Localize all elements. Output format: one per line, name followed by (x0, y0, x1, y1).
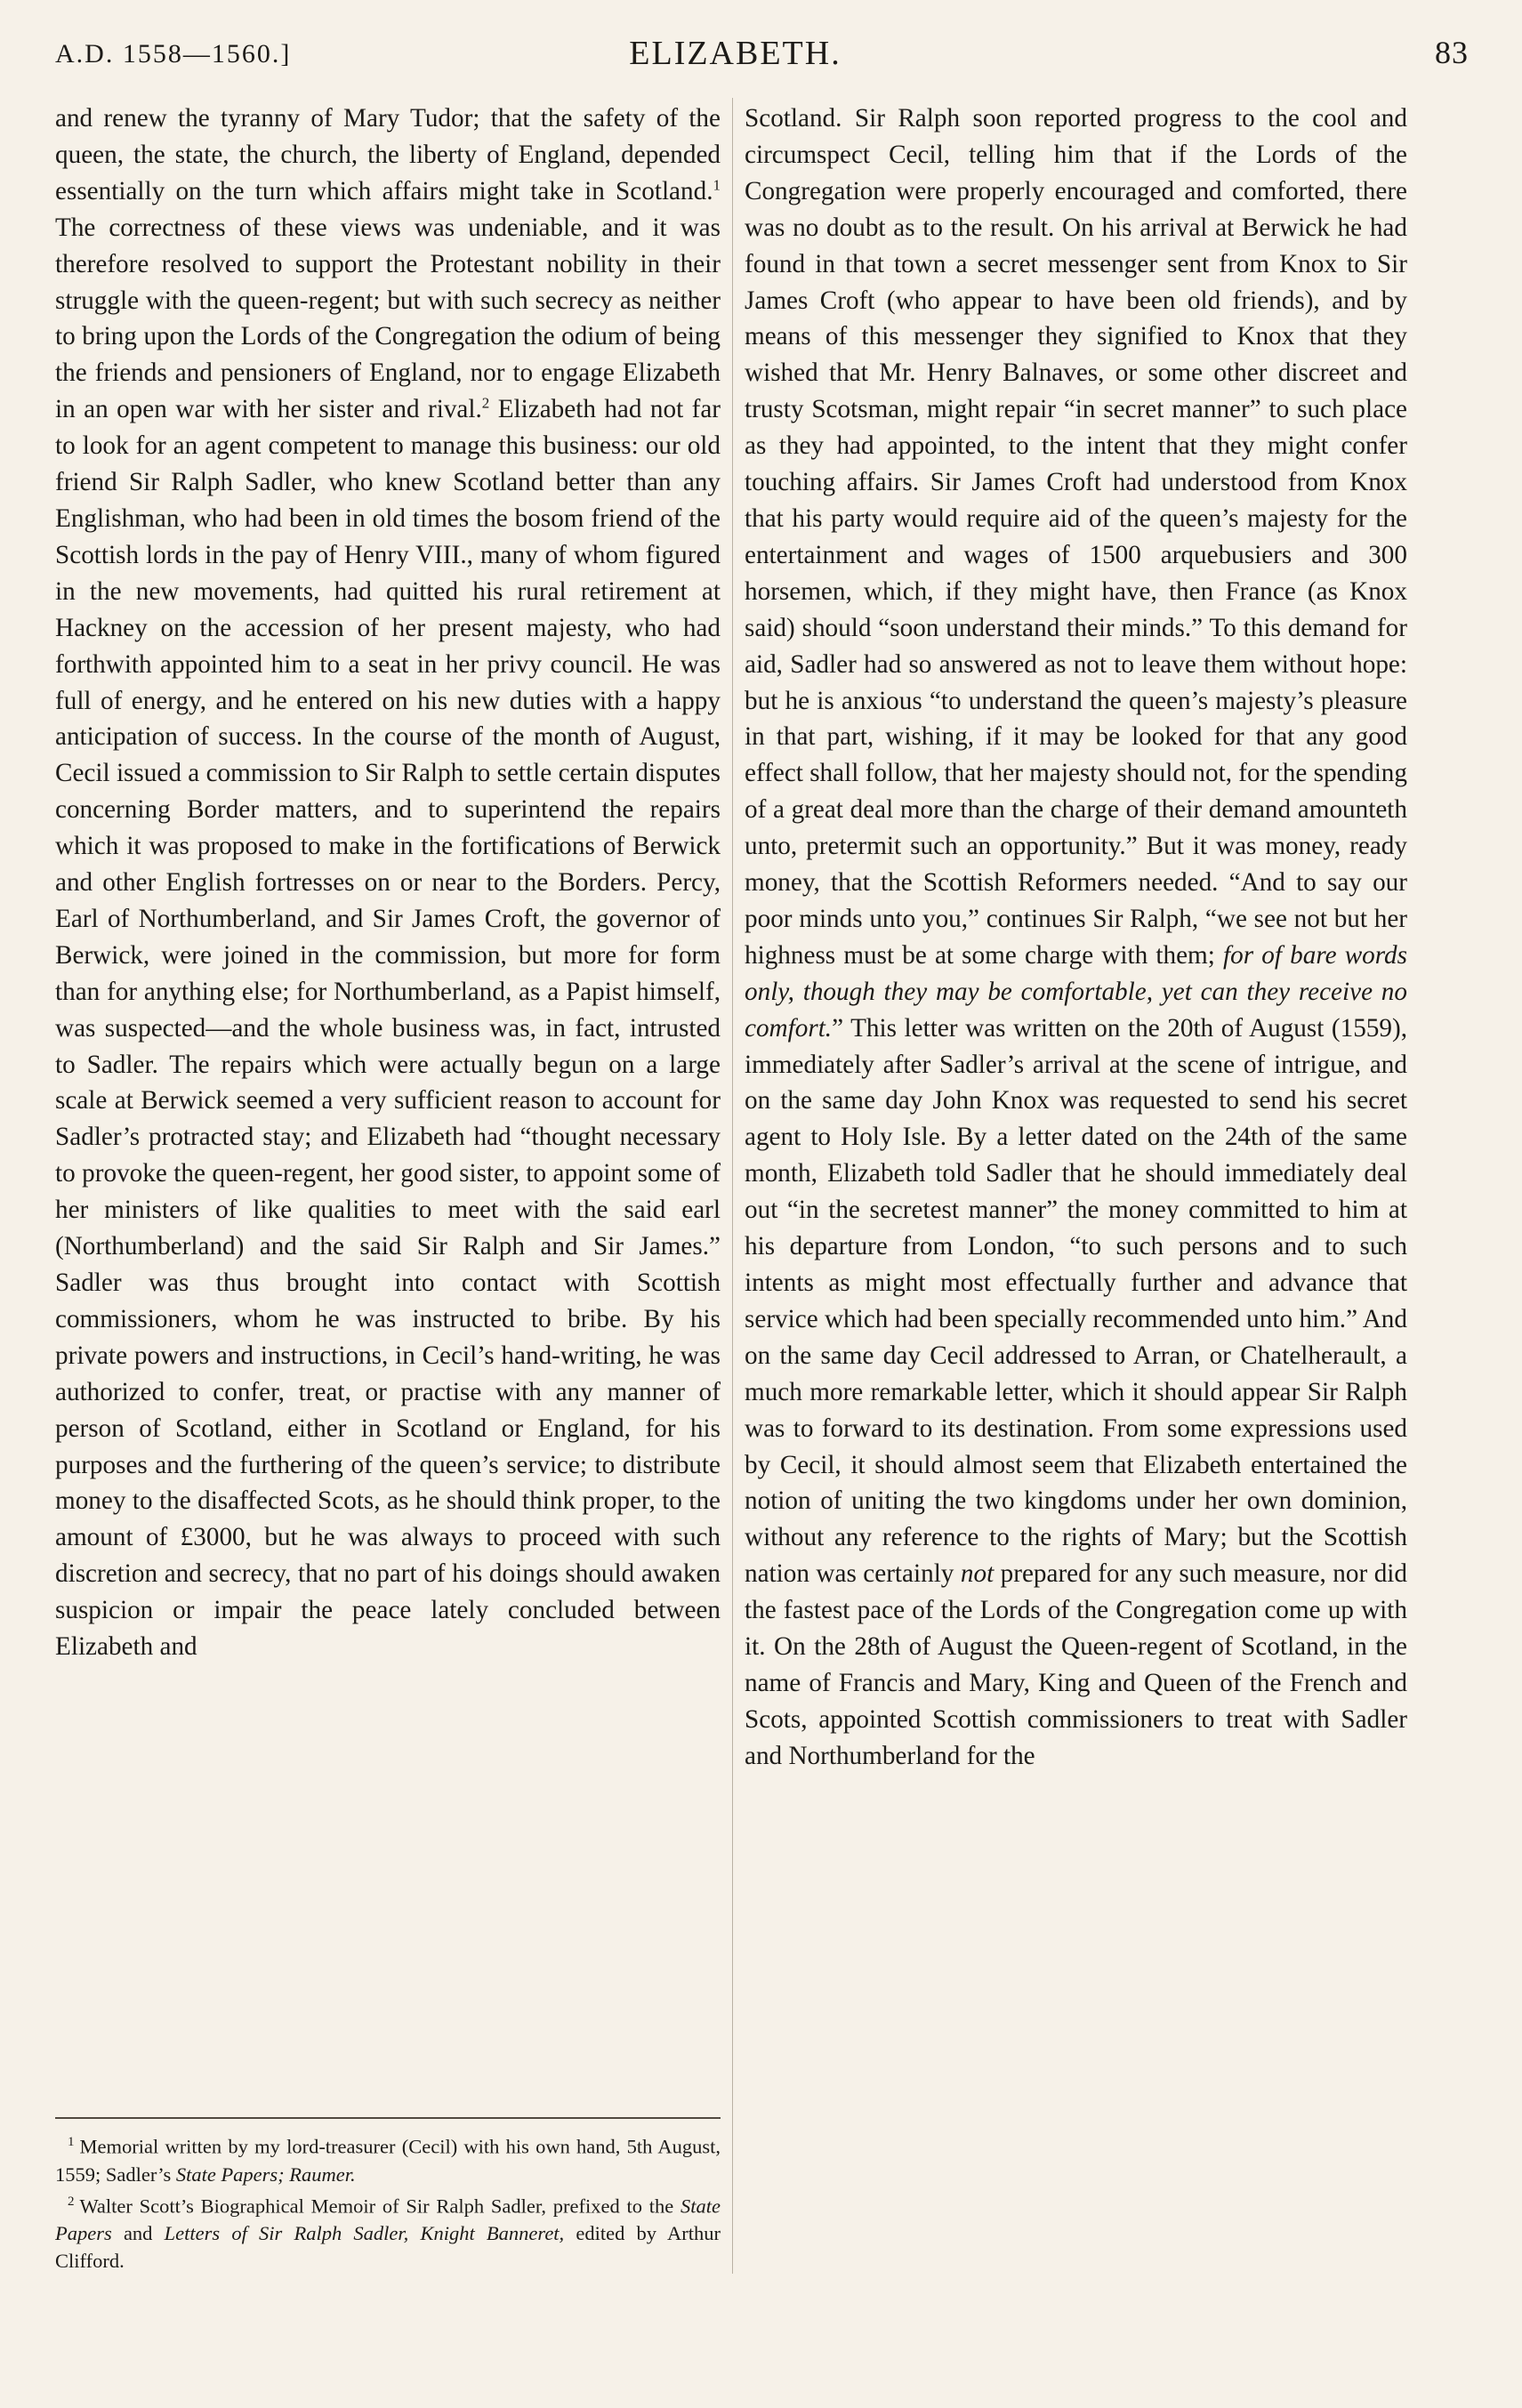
right-italic-quote: for of bare words only, though they may be comfortable, yet can they receive no comfort. (745, 940, 1407, 1043)
footnote-text: and (111, 2222, 165, 2244)
footnote-work-title: State Papers (55, 2195, 721, 2244)
footnote-number: 1 (68, 2135, 75, 2149)
footnote-ref-1[interactable]: 1 (713, 176, 721, 194)
footnotes (55, 2129, 721, 2275)
footnote-rule (55, 2117, 721, 2119)
left-text-part-1: and renew the tyranny of Mary Tudor; that the safety of the queen, the state, the church, the liberty of England, depended essentially on the turn which affairs might take in Scotland. (55, 104, 721, 205)
footnote-2 (55, 2188, 721, 2275)
footnote-text: Memorial written by my lord-treasurer (Cecil) with his own hand, 5th August, 1559; Sadler’s (55, 2135, 721, 2186)
right-text-part-1: Scotland. Sir Ralph soon reported progress to the cool and circumspect Cecil, telling him that if the Lords of the Congregation were properly encouraged and comforted, there was no doubt as to the result. On his arrival at Berwick he had found in that town a secret messenger sent from Knox to Sir James Croft (who appear to have been old friends), and by means of this messenger they signified to Knox that they wished that Mr. Henry Balnaves, or some other discreet and trusty Scotsman, might repair “in secret manner” to such place as they had appointed, to the intent that they might confer touching affairs. Sir James Croft had understood from Knox that his party would require aid of the queen’s majesty for the entertainment and wages of 1500 arquebusiers and 300 horsemen, which, if they might have, then France (as Knox said) should “soon understand their minds.” To this demand for aid, Sadler had so answered as not to leave them without hope: but he is anxious “to understand the queen’s majesty’s pleasure in that part, wishing, if it may be looked for that any good effect shall follow, that her majesty should not, for the spending of a great deal more than the charge of their demand amounteth unto, pretermit such an opportunity.” But it was money, ready money, that the Scottish Reformers needed. “And to say our poor minds unto you,” continues Sir Ralph, “we see not but her highness must be at some charge with them; (745, 104, 1407, 970)
footnote-text: Walter Scott’s Biographical Memoir of Sir Ralph Sadler, prefixed to the (79, 2195, 680, 2217)
footnote-number: 2 (68, 2194, 75, 2209)
footnote-work-title: State Papers; Raumer. (175, 2162, 356, 2186)
column-divider (732, 98, 733, 2274)
right-column (745, 101, 1407, 1775)
right-italic-not: not (960, 1559, 995, 1589)
left-paragraph (55, 101, 721, 1665)
left-text-part-2: The correctness of these views was undeniable, and it was therefore resolved to support the Protestant nobility in their struggle with the queen-regent; but with such secrecy as neither to bring upon the Lords of the Congregation the odium of being the friends and pensioners of England, nor to engage Elizabeth in an open war with her sister and rival. (55, 213, 721, 424)
page-number: 83 (1435, 35, 1469, 70)
running-header (55, 32, 1469, 77)
footnote-text: edited by Arthur Clifford. (55, 2222, 721, 2272)
footnote-1 (55, 2129, 721, 2188)
header-title: ELIZABETH. (629, 35, 842, 72)
right-text-part-2: ” This letter was written on the 20th of August (1559), immediately after Sadler’s arrival at the scene of intrigue, and on the same day John Knox was requested to send his secret agent to Holy Isle. By a letter dated on the 24th of the same month, Elizabeth told Sadler that he should immediately deal out “in the secretest manner” the money committed to him at his departure from London, “to such persons and to such intents as might most effectually further and advance that service which had been specially recommended unto him.” And on the same day Cecil addressed to Arran, or Chatelherault, a much more remarkable letter, which it should appear Sir Ralph was to forward to its destination. From some expressions used by Cecil, it should almost seem that Elizabeth entertained the notion of uniting the two kingdoms under her own dominion, without any reference to the rights of Mary; but the Scottish nation was certainly (745, 1013, 1407, 1589)
right-paragraph (745, 101, 1407, 1775)
footnote-ref-2[interactable]: 2 (481, 394, 490, 412)
footnote-work-title: Letters of Sir Ralph Sadler, Knight Banneret, (164, 2222, 565, 2244)
left-column (55, 101, 721, 1665)
left-text-part-3: Elizabeth had not far to look for an agent competent to manage this business: our old friend Sir Ralph Sadler, who knew Scotland better than any Englishman, who had been in old times the bosom friend of the Scottish lords in the pay of Henry VIII., many of whom figured in the new movements, had quitted his rural retirement at Hackney on the accession of her present majesty, who had forthwith appointed him to a seat in her privy council. He was full of energy, and he entered on his new duties with a happy anticipation of success. In the course of the month of August, Cecil issued a commission to Sir Ralph to settle certain disputes concerning Border matters, and to superintend the repairs which it was proposed to make in the fortifications of Berwick and other English fortresses on or near to the Borders. Percy, Earl of Northumberland, and Sir James Croft, the governor of Berwick, were joined in the commission, but more for form than for anything else; for Northumberland, as a Papist himself, was suspected—and the whole business was, in fact, intrusted to Sadler. The repairs which were actually begun on a large scale at Berwick seemed a very sufficient reason to account for Sadler’s protracted stay; and Elizabeth had “thought necessary to provoke the queen-regent, her good sister, to appoint some of her ministers of like qualities to meet with the said earl (Northumberland) and the said Sir Ralph and Sir James.” Sadler was thus brought into contact with Scottish commissioners, whom he was instructed to bribe. By his private powers and instructions, in Cecil’s hand-writing, he was authorized to confer, treat, or practise with any manner of person of Scotland, either in Scotland or England, for his purposes and the furthering of the queen’s service; to distribute money to the disaffected Scots, as he should think proper, to the amount of £3000, but he was always to proceed with such discretion and secrecy, that no part of his doings should awaken suspicion or impair the peace lately concluded between Elizabeth and (55, 395, 721, 1662)
right-text-part-3: prepared for any such measure, nor did the fastest pace of the Lords of the Congregation come up with it. On the 28th of August the Queen-regent of Scotland, in the name of Francis and Mary, King and Queen of the French and Scots, appointed Scottish commissioners to treat with Sadler and Northumberland for the (745, 1559, 1407, 1770)
header-date-range: A.D. 1558—1560.] (55, 39, 292, 68)
